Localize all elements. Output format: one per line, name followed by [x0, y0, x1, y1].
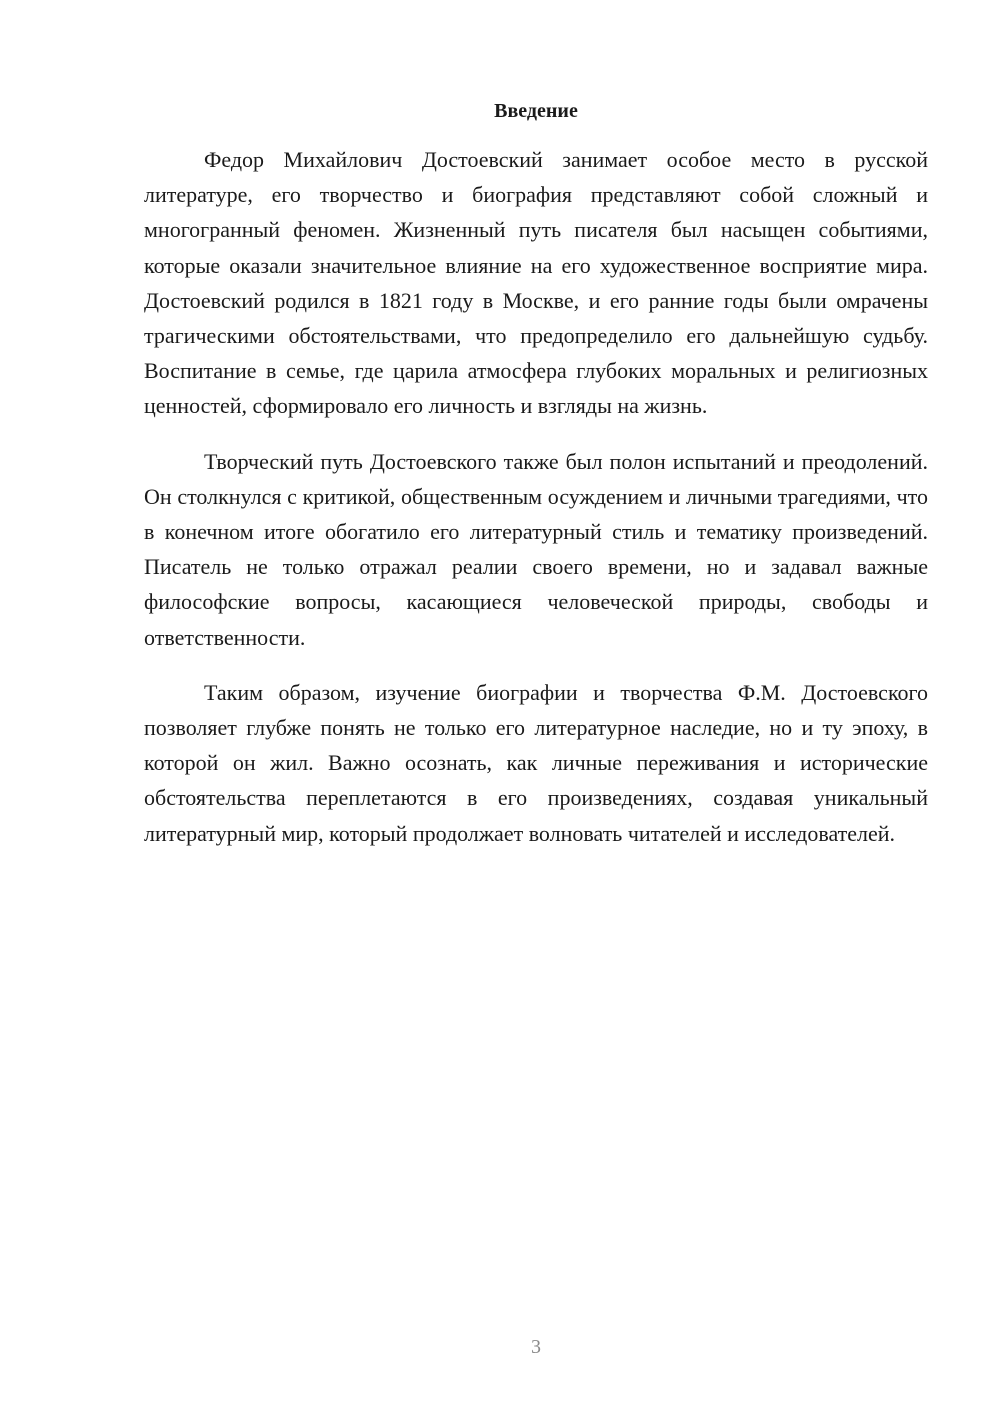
paragraph-1: Федор Михайлович Достоевский занимает особое место в русской литературе, его творчество и биография представляют собой сложный и многогранный феномен. Жизненный путь писателя был насыщен событиями, которые оказали значительное влияние на его художественное восприятие мира. Достоевский родился в 1821 году в Москве, и его ранние годы были омрачены трагическими обстоятельствами, что предопределило его дальнейшую судьбу. Воспитание в семье, где царила атмосфера глубоких моральных и религиозных ценностей, сформировало его личность и взгляды на жизнь.: [144, 147, 928, 419]
paragraph-2: Творческий путь Достоевского также был полон испытаний и преодолений. Он столкнулся с критикой, общественным осуждением и личными трагедиями, что в конечном итоге обогатило его литературный стиль и тематику произведений. Писатель не только отражал реалии своего времени, но и задавал важные философские вопросы, касающиеся человеческой природы, свободы и ответственности.: [144, 448, 928, 650]
document-body: [144, 142, 928, 851]
paragraph-3: Таким образом, изучение биографии и творчества Ф.М. Достоевского позволяет глубже понять не только его литературное наследие, но и ту эпоху, в которой он жил. Важно осознать, как личные переживания и исторические обстоятельства переплетаются в его произведениях, создавая уникальный литературный мир, который продолжает волновать читателей и исследователей.: [144, 679, 928, 846]
section-title: Введение: [494, 100, 578, 122]
page-number: 3: [531, 1336, 541, 1358]
